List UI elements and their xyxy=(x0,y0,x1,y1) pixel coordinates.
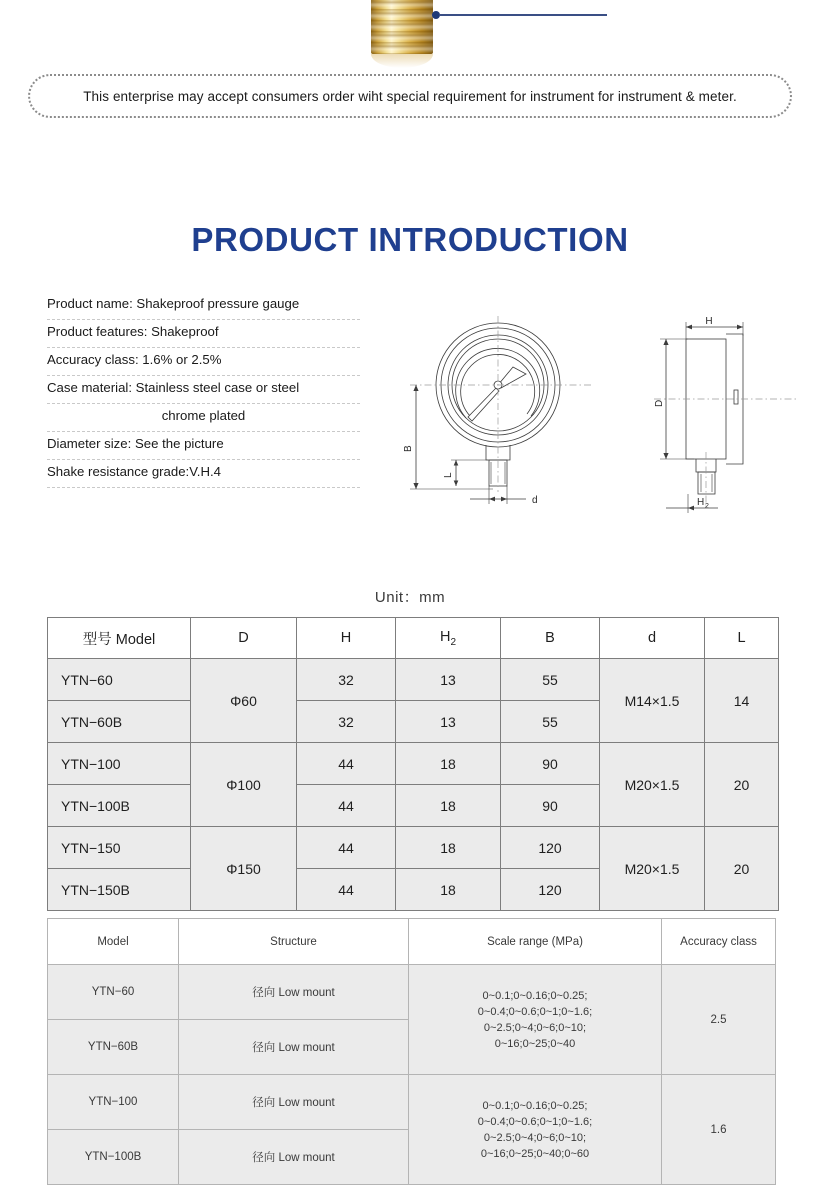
cell-b: 90 xyxy=(501,743,600,785)
side-thread-body xyxy=(698,472,715,494)
scale-range-table xyxy=(47,918,776,1185)
spec-item: Shake resistance grade:V.H.4 xyxy=(47,460,360,488)
cell-h: 44 xyxy=(297,827,396,869)
table-row xyxy=(48,827,779,869)
cell-model: YTN−100 xyxy=(48,743,191,785)
cell-accuracy: 1.6 xyxy=(662,1075,776,1185)
cell-h: 44 xyxy=(297,743,396,785)
cell-b: 55 xyxy=(501,701,600,743)
col-header-d: D xyxy=(191,618,297,659)
product-photo-area xyxy=(0,0,820,62)
cell-model: YTN−60 xyxy=(48,659,191,701)
cell-scale-range xyxy=(409,1075,662,1185)
cell-thread: M20×1.5 xyxy=(600,743,705,827)
cell-length: 14 xyxy=(705,659,779,743)
col-header-h: H xyxy=(297,618,396,659)
scale-range-line: 0~2.5;0~4;0~6;0~10; xyxy=(483,1131,587,1144)
cell-h2: 18 xyxy=(396,743,501,785)
cell-h2: 18 xyxy=(396,785,501,827)
cell-h2: 13 xyxy=(396,659,501,701)
dimension-table xyxy=(47,617,779,911)
col-header-accuracy: Accuracy class xyxy=(662,919,776,965)
cell-h: 44 xyxy=(297,869,396,911)
table-row xyxy=(48,743,779,785)
enterprise-notice-banner xyxy=(28,74,792,118)
col-header-model: Model xyxy=(48,919,179,965)
col-header-l: L xyxy=(705,618,779,659)
product-spec-list xyxy=(47,292,360,488)
side-thread-lines xyxy=(701,474,712,492)
gauge-dimension-drawing-svg xyxy=(398,312,808,537)
side-bezel-notch xyxy=(734,390,738,404)
scale-range-line: 0~0.4;0~0.6;0~1;0~1.6; xyxy=(477,1115,593,1128)
spec-item: Diameter size: See the picture xyxy=(47,432,360,460)
cell-h: 44 xyxy=(297,785,396,827)
dim-label-d-small: d xyxy=(532,495,538,506)
col-header-h2: $H_2$ xyxy=(396,618,501,659)
cell-b: 120 xyxy=(501,827,600,869)
cell-model: YTN−60B xyxy=(48,1020,179,1075)
cell-structure: 径向 Low mount xyxy=(179,965,409,1020)
scale-range-line: 0~16;0~25;0~40 xyxy=(494,1037,576,1050)
col-header-scale-range: Scale range (MPa) xyxy=(409,919,662,965)
col-header-b: B xyxy=(501,618,600,659)
cell-model: YTN−60 xyxy=(48,965,179,1020)
cell-h: 32 xyxy=(297,701,396,743)
cell-length: 20 xyxy=(705,743,779,827)
spec-item: chrome plated xyxy=(47,404,360,432)
cell-model: YTN−100 xyxy=(48,1075,179,1130)
cell-h2: 18 xyxy=(396,827,501,869)
dim-label-b: B xyxy=(403,445,414,452)
spec-item: Accuracy class: 1.6% or 2.5% xyxy=(47,348,360,376)
table-header-row xyxy=(48,919,776,965)
spec-item: Product name: Shakeproof pressure gauge xyxy=(47,292,360,320)
unit-label: Unit：mm xyxy=(374,589,446,606)
cell-h: 32 xyxy=(297,659,396,701)
cell-thread: M14×1.5 xyxy=(600,659,705,743)
cell-thread: M20×1.5 xyxy=(600,827,705,911)
cell-structure: 径向 Low mount xyxy=(179,1130,409,1185)
gauge-pointer-tail xyxy=(468,388,499,421)
spec-item: Case material: Stainless steel case or steel xyxy=(47,376,360,404)
cell-model: YTN−100B xyxy=(48,785,191,827)
cell-b: 55 xyxy=(501,659,600,701)
cell-b: 90 xyxy=(501,785,600,827)
cell-h2: 18 xyxy=(396,869,501,911)
scale-range-line: 0~0.1;0~0.16;0~0.25; xyxy=(482,989,588,1002)
cell-structure: 径向 Low mount xyxy=(179,1075,409,1130)
side-case-body xyxy=(686,339,726,459)
dim-label-h2-subscript: 2 xyxy=(705,503,709,510)
col-header-structure: Structure xyxy=(179,919,409,965)
brass-threaded-fitting-image xyxy=(371,0,433,54)
table-row xyxy=(48,1075,776,1130)
table-header-row xyxy=(48,618,779,659)
scale-range-line: 0~2.5;0~4;0~6;0~10; xyxy=(483,1021,587,1034)
scale-range-line: 0~0.1;0~0.16;0~0.25; xyxy=(482,1099,588,1112)
cell-structure: 径向 Low mount xyxy=(179,1020,409,1075)
cell-model: YTN−100B xyxy=(48,1130,179,1185)
cell-diameter: Φ150 xyxy=(191,827,297,911)
cell-scale-range xyxy=(409,965,662,1075)
cell-b: 120 xyxy=(501,869,600,911)
cell-model: YTN−150 xyxy=(48,827,191,869)
spec-item: Product features: Shakeproof xyxy=(47,320,360,348)
dim-label-side-d: D xyxy=(654,399,665,407)
cell-model: YTN−60B xyxy=(48,701,191,743)
scale-range-line: 0~0.4;0~0.6;0~1;0~1.6; xyxy=(477,1005,593,1018)
cell-length: 20 xyxy=(705,827,779,911)
cell-model: YTN−150B xyxy=(48,869,191,911)
callout-leader-line xyxy=(439,14,607,16)
cell-accuracy: 2.5 xyxy=(662,965,776,1075)
technical-drawings xyxy=(398,312,808,537)
cell-diameter: Φ100 xyxy=(191,743,297,827)
fitting-reflection xyxy=(371,54,433,68)
page-title: PRODUCT INTRODUCTION xyxy=(191,221,629,258)
col-header-d-thread: d xyxy=(600,618,705,659)
table-row xyxy=(48,659,779,701)
dim-label-h: H xyxy=(705,316,713,327)
dim-label-l: L xyxy=(443,472,454,478)
col-header-model: 型号 Model xyxy=(48,618,191,659)
table-row xyxy=(48,965,776,1020)
cell-diameter: Φ60 xyxy=(191,659,297,743)
banner-text: This enterprise may accept consumers order wiht special requirement for instrument for instrument & meter. xyxy=(83,88,737,104)
scale-range-line: 0~16;0~25;0~40;0~60 xyxy=(480,1147,590,1160)
dim-label-h2: H xyxy=(697,497,705,508)
cell-h2: 13 xyxy=(396,701,501,743)
